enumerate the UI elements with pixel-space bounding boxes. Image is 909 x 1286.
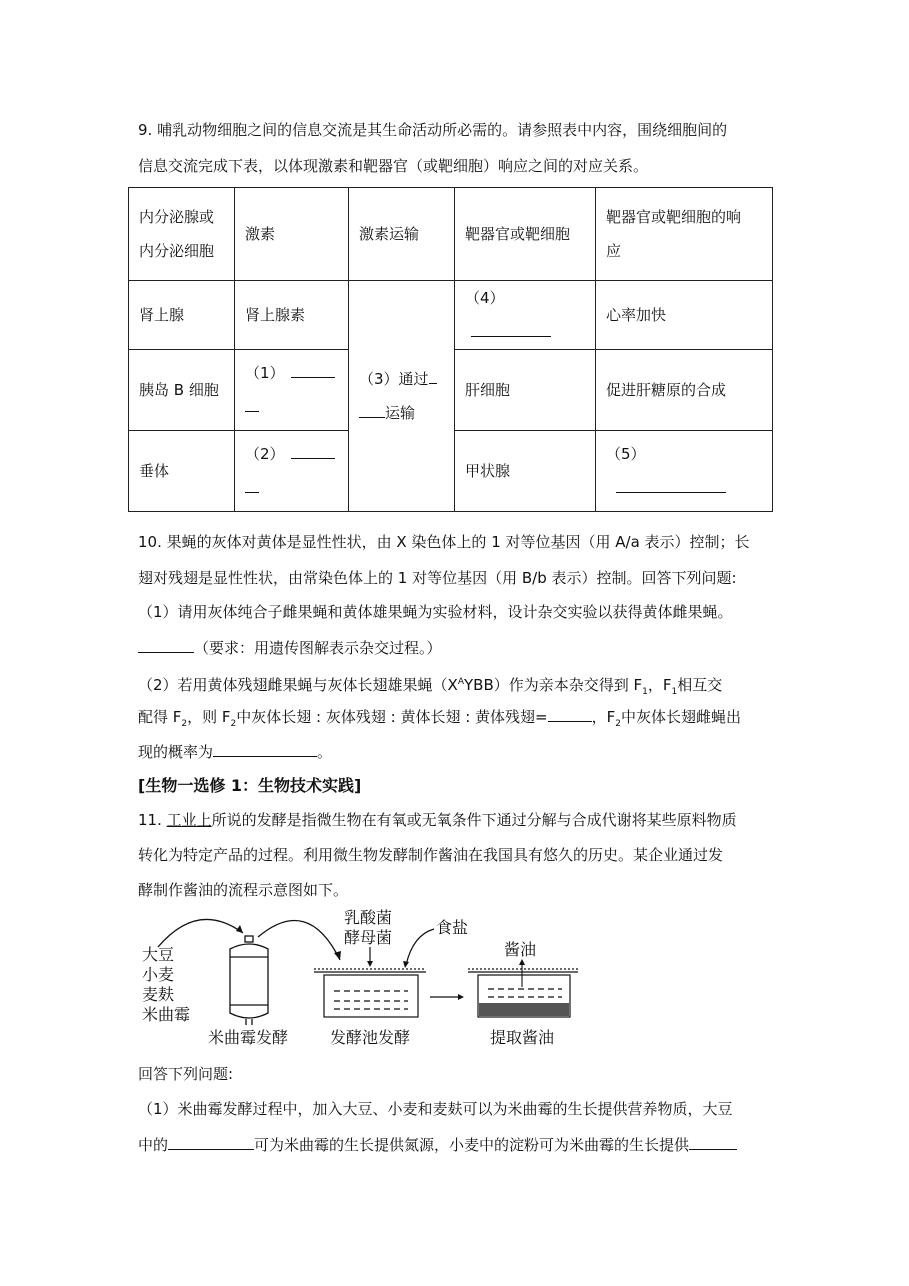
q11-line1: 11. 工业上所说的发酵是指微生物在有氧或无氧条件下通过分解与合成代谢将某些原料物质 bbox=[138, 811, 737, 829]
table-header-response: 靶器官或靶细胞的响 应 bbox=[596, 188, 773, 281]
q9-line1: 9. 哺乳动物细胞之间的信息交流是其生命活动所必需的。请参照表中内容，围绕细胞间的 bbox=[138, 121, 728, 139]
table-header-target: 靶器官或靶细胞 bbox=[455, 188, 596, 281]
input-soybean: 大豆 bbox=[142, 945, 175, 964]
table-cell-transport: （3）通过 运输 bbox=[349, 281, 455, 512]
table-cell-blank-2[interactable]: （2） bbox=[235, 431, 349, 512]
q10-line4: （要求：用遗传图解表示杂交过程。） bbox=[138, 638, 442, 658]
q10-line1: 10. 果蝇的灰体对黄体是显性性状，由 X 染色体上的 1 对等位基因（用 A/a 表示）控制；长 bbox=[138, 533, 750, 551]
table-cell: 肾上腺素 bbox=[235, 281, 349, 350]
table-cell: 甲状腺 bbox=[455, 431, 596, 512]
hormone-table bbox=[128, 187, 773, 512]
table-cell: 心率加快 bbox=[596, 281, 773, 350]
table-cell: 肝细胞 bbox=[455, 350, 596, 431]
table-cell: 胰岛 B 细胞 bbox=[129, 350, 235, 431]
label-step3: 提取酱油 bbox=[490, 1028, 555, 1047]
input-bran: 麦麸 bbox=[142, 985, 175, 1004]
table-header-gland: 内分泌腺或 内分泌细胞 bbox=[129, 188, 235, 281]
fermenter-tank-icon bbox=[230, 936, 268, 1025]
label-soy-sauce: 酱油 bbox=[504, 940, 537, 959]
table-header-hormone: 激素 bbox=[235, 188, 349, 281]
q9-line2: 信息交流完成下表，以体现激素和靶器官（或靶细胞）响应之间的对应关系。 bbox=[138, 157, 649, 175]
label-lactobacillus: 乳酸菌 bbox=[344, 908, 393, 927]
arrow-icon bbox=[158, 919, 243, 947]
table-cell-blank-1[interactable]: （1） bbox=[235, 350, 349, 431]
q10-line3: （1）请用灰体纯合子雌果蝇和黄体雄果蝇为实验材料，设计杂交实验以获得黄体雌果蝇。 bbox=[138, 603, 733, 621]
q11-part1-line2: 中的 可为米曲霉的生长提供氮源，小麦中的淀粉可为米曲霉的生长提供 bbox=[138, 1135, 737, 1155]
arrow-icon bbox=[406, 929, 434, 965]
q11-answer-prompt: 回答下列问题: bbox=[138, 1065, 234, 1083]
table-header-transport: 激素运输 bbox=[349, 188, 455, 281]
table-cell: 肾上腺 bbox=[129, 281, 235, 350]
extraction-tank-icon bbox=[468, 969, 578, 1017]
arrow-head-icon bbox=[403, 961, 409, 968]
table-cell: 促进肝糖原的合成 bbox=[596, 350, 773, 431]
arrow-head-icon bbox=[334, 951, 341, 960]
arrow-head-icon bbox=[367, 961, 373, 967]
table-cell-blank-5[interactable]: （5） bbox=[596, 431, 773, 512]
label-step1: 米曲霉发酵 bbox=[208, 1028, 289, 1047]
q10-line6: 配得 $F_2$，则 $F_2$中灰体长翅 : 灰体残翅 : 黄体长翅 : 黄体残翅= ，$F_2$中灰体长翅雌蝇出 bbox=[138, 708, 742, 729]
fermentation-flow-diagram bbox=[138, 905, 588, 1050]
arrow-head-icon bbox=[519, 959, 525, 965]
table-cell: 垂体 bbox=[129, 431, 235, 512]
q11-line3: 酵制作酱油的流程示意图如下。 bbox=[138, 881, 349, 899]
input-aspergillus: 米曲霉 bbox=[142, 1005, 191, 1024]
q10-line7: 现的概率为 。 bbox=[138, 743, 333, 761]
label-step2: 发酵池发酵 bbox=[330, 1028, 411, 1047]
q10-line5: （2）若用黄体残翅雌果蝇与灰体长翅雄果蝇$(X^AYBB)$作为亲本杂交得到 $F_1$，$F_1$相互交 bbox=[138, 676, 723, 697]
q11-part1-line1: （1）米曲霉发酵过程中，加入大豆、小麦和麦麸可以为米曲霉的生长提供营养物质，大豆 bbox=[138, 1100, 733, 1118]
q11-line2: 转化为特定产品的过程。利用微生物发酵制作酱油在我国具有悠久的历史。某企业通过发 bbox=[138, 846, 724, 864]
q10-line2: 翅对残翅是显性性状，由常染色体上的 1 对等位基因（用 B/b 表示）控制。回答下列问题: bbox=[138, 569, 737, 587]
section-title: [生物一选修 1：生物技术实践] bbox=[138, 776, 362, 795]
label-yeast: 酵母菌 bbox=[344, 928, 393, 947]
arrow-icon bbox=[258, 921, 340, 960]
arrow-head-icon bbox=[458, 994, 464, 1000]
table-cell-blank-4[interactable]: （4） bbox=[455, 281, 596, 350]
fermentation-pool-icon bbox=[314, 969, 426, 1017]
input-wheat: 小麦 bbox=[142, 965, 175, 984]
label-salt: 食盐 bbox=[436, 918, 469, 937]
